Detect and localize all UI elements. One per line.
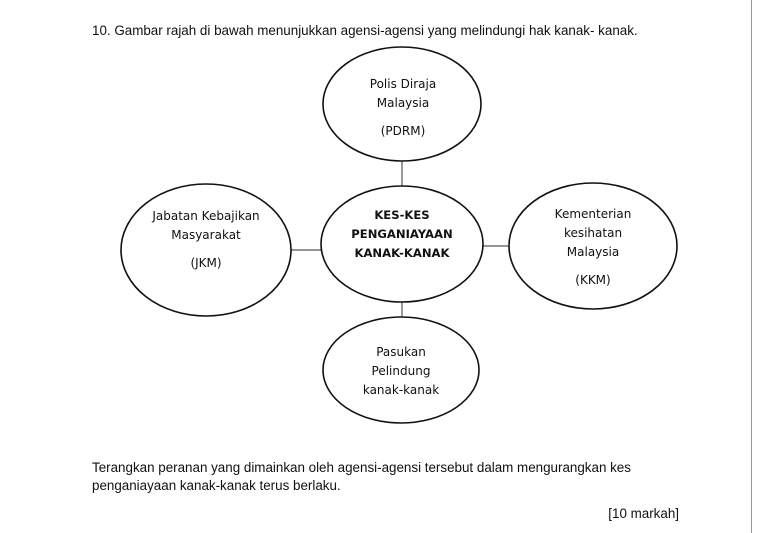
node-left-abbr: (JKM) <box>190 256 222 270</box>
node-left-line-2: Masyarakat <box>171 228 241 242</box>
node-right-abbr: (KKM) <box>575 273 611 287</box>
node-top-label <box>333 75 473 141</box>
node-center-line-1: KES-KES <box>374 208 430 222</box>
node-center-line-2: PENGANIAYAAN <box>351 227 453 241</box>
node-right-label <box>523 205 663 290</box>
instruction-text: Terangkan peranan yang dimainkan oleh agensi-agensi tersebut dalam mengurangkan kes penganiayaan kanak-kanak terus berlaku. <box>92 460 631 493</box>
node-bottom-line-1: Pasukan <box>376 345 426 359</box>
node-left-label <box>131 207 281 273</box>
node-bottom-line-2: Pelindung <box>371 364 431 378</box>
question-text: 10. Gambar rajah di bawah menunjukkan agensi-agensi yang melindungi hak kanak- kanak. <box>92 23 638 38</box>
node-bottom-line-3: kanak-kanak <box>362 383 440 397</box>
marks-label: [10 markah] <box>608 506 679 521</box>
node-bottom-label <box>331 343 471 400</box>
node-right-line-1: Kementerian <box>554 207 632 221</box>
node-left-line-1: Jabatan Kebajikan <box>152 209 260 223</box>
node-right-line-3: Malaysia <box>566 245 620 259</box>
node-top-line-1: Polis Diraja <box>369 77 437 91</box>
node-top-abbr: (PDRM) <box>380 124 426 138</box>
node-center-label <box>327 206 477 263</box>
node-top-line-2: Malaysia <box>376 96 430 110</box>
node-center-line-3: KANAK-KANAK <box>354 246 450 260</box>
node-right-line-2: kesihatan <box>563 226 623 240</box>
